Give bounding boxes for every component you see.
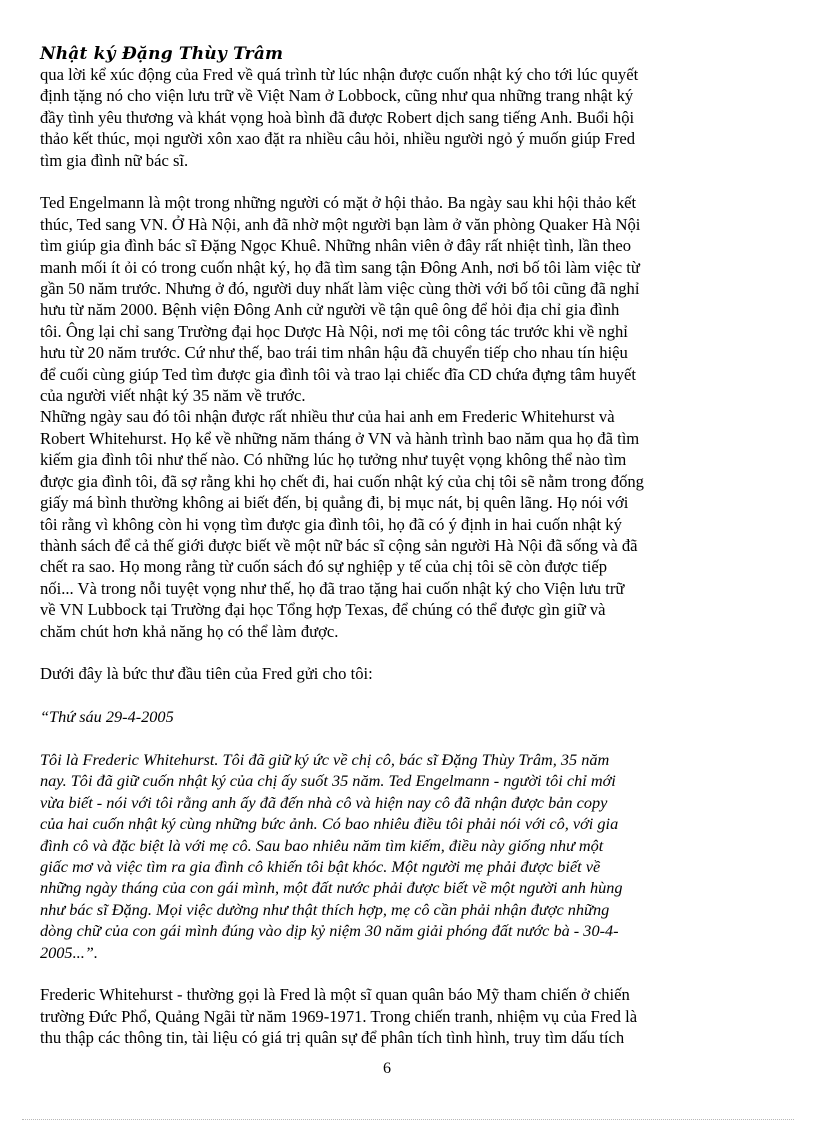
paragraph-whitehurst-letters bbox=[40, 406, 788, 641]
text-line: vừa biết - nói với tôi rằng anh ấy đã đến nhà cô và hiện nay cô đã nhận được bản copy bbox=[40, 792, 608, 812]
text-line: thúc, Ted sang VN. Ở Hà Nội, anh đã nhờ một người bạn làm ở văn phòng Quaker Hà Nội bbox=[40, 214, 641, 234]
text-line: qua lời kể xúc động của Fred về quá trình từ lúc nhận được cuốn nhật ký cho tới lúc quyết bbox=[40, 65, 639, 84]
running-header: Nhật ký Đặng Thùy Trâm bbox=[40, 44, 284, 64]
text-line: giấy má bình thường không ai biết đến, bị quẳng đi, bị mục nát, bị quên lãng. Họ nói với bbox=[40, 493, 629, 513]
text-line: tìm gia đình nữ bác sĩ. bbox=[40, 150, 189, 170]
text-line: tôi rằng vì không còn hi vọng tìm được gia đình tôi, họ đã có ý định in hai cuốn nhật ký bbox=[40, 514, 622, 534]
footer-divider bbox=[22, 1119, 794, 1120]
paragraph-ted-engelmann bbox=[40, 192, 788, 406]
page-body bbox=[40, 64, 788, 1049]
text-line: 2005...”. bbox=[40, 942, 98, 962]
paragraph-fred-story bbox=[40, 64, 788, 171]
text-line: được gia đình tôi, đã sợ rằng khi họ chết đi, hai cuốn nhật ký của chị tôi sẽ nằm trong đống bbox=[40, 471, 644, 491]
text-line: những ngày tháng của con gái mình, một đất nước phải được biết về một người anh hùng bbox=[40, 878, 623, 898]
text-line: hưu từ 20 năm trước. Cứ như thế, bao trái tim nhân hậu đã chuyển tiếp cho nhau tín hiệu bbox=[40, 343, 628, 363]
text-line: trường Đức Phổ, Quảng Ngãi từ năm 1969-1971. Trong chiến tranh, nhiệm vụ của Fred là bbox=[40, 1006, 638, 1026]
text-line: đình cô và đặc biệt là với mẹ cô. Sau bao nhiêu năm tìm kiếm, điều này giống như một bbox=[40, 835, 604, 855]
text-line: Dưới đây là bức thư đầu tiên của Fred gửi cho tôi: bbox=[40, 664, 373, 684]
text-line: gần 50 năm trước. Nhưng ở đó, người duy nhất làm việc cùng thời với bố tôi cũng đã nghỉ bbox=[40, 279, 640, 299]
text-line: về VN Lubbock tại Trường đại học Tổng hợp Texas, để chúng có thể được gìn giữ và bbox=[40, 600, 606, 620]
text-line: nối... Và trong nỗi tuyệt vọng như thế, họ đã trao tặng hai cuốn nhật ký cho Viện lưu trữ bbox=[40, 578, 625, 598]
text-line: Tôi là Frederic Whitehurst. Tôi đã giữ ký ức về chị cô, bác sĩ Đặng Thùy Trâm, 35 năm bbox=[40, 749, 610, 769]
text-line: của người viết nhật ký 35 năm về trước. bbox=[40, 386, 306, 406]
text-line: kiếm gia đình tôi như thế nào. Có những lúc họ tưởng như tuyệt vọng không thể nào tìm bbox=[40, 450, 627, 470]
text-line: thu thập các thông tin, tài liệu có giá trị quân sự để phân tích tình hình, truy tìm dấu tích bbox=[40, 1028, 625, 1048]
text-line: tôi. Ông lại chỉ sang Trường đại học Dược Hà Nội, nơi mẹ tôi công tác trước khi về nghỉ bbox=[40, 321, 628, 341]
text-line: định tặng nó cho viện lưu trữ về Việt Nam ở Lobbock, cũng như qua những trang nhật ký bbox=[40, 86, 634, 106]
text-line: chết ra sao. Họ mong rằng từ cuốn sách đó sự nghiệp y tế của chị tôi sẽ còn được tiếp bbox=[40, 557, 608, 577]
text-line: Ted Engelmann là một trong những người có mặt ở hội thảo. Ba ngày sau khi hội thảo kết bbox=[40, 193, 637, 213]
text-line: như bác sĩ Đặng. Mọi việc dường như thật thích hợp, mẹ cô cần phải nhận được những bbox=[40, 899, 610, 919]
text-line: nay. Tôi đã giữ cuốn nhật ký của chị ấy suốt 35 năm. Ted Engelmann - người tôi chỉ mới bbox=[40, 771, 616, 791]
text-line: Những ngày sau đó tôi nhận được rất nhiều thư của hai anh em Frederic Whitehurst và bbox=[40, 407, 615, 427]
page-number: 6 bbox=[383, 1060, 391, 1077]
text-line: dòng chữ của con gái mình đúng vào dịp kỷ niệm 30 năm giải phóng đất nước bà - 30-4- bbox=[40, 921, 619, 941]
text-line: đầy tình yêu thương và khát vọng hoà bình đã được Robert dịch sang tiếng Anh. Buổi hội bbox=[40, 107, 635, 127]
text-line: Robert Whitehurst. Họ kể về những năm tháng ở VN và hành trình bao năm qua họ đã tìm bbox=[40, 428, 640, 448]
paragraph-fred-biography bbox=[40, 984, 788, 1048]
text-line: Frederic Whitehurst - thường gọi là Fred là một sĩ quan quân báo Mỹ tham chiến ở chiến bbox=[40, 985, 630, 1005]
text-line: giấc mơ và việc tìm ra gia đình cô khiến tôi bật khóc. Một người mẹ phải được biết về bbox=[40, 856, 601, 876]
letter-body bbox=[40, 749, 788, 963]
text-line: thành sách để cả thế giới được biết về một nữ bác sĩ cộng sản người Hà Nội đã sống và đã bbox=[40, 535, 638, 555]
text-line: thảo kết thúc, mọi người xôn xao đặt ra nhiều câu hỏi, nhiều người ngỏ ý muốn giúp Fred bbox=[40, 129, 636, 149]
text-line: “Thứ sáu 29-4-2005 bbox=[40, 707, 174, 727]
letter-date bbox=[40, 706, 788, 727]
text-line: hưu từ năm 2000. Bệnh viện Đông Anh cử người về tận quê ông để hỏi địa chỉ gia đình bbox=[40, 300, 620, 320]
text-line: để cuối cùng giúp Ted tìm được gia đình tôi và trao lại chiếc đĩa CD chứa đựng tâm huyết bbox=[40, 364, 637, 384]
text-line: manh mối ít ỏi có trong cuốn nhật ký, họ đã tìm sang tận Đông Anh, nơi bố tôi làm việc từ bbox=[40, 257, 640, 277]
paragraph-letter-intro bbox=[40, 663, 788, 684]
text-line: tìm giúp gia đình bác sĩ Đặng Ngọc Khuê. Những nhân viên ở đây rất nhiệt tình, lần theo bbox=[40, 236, 632, 256]
text-line: của hai cuốn nhật ký cùng những bức ảnh. Có bao nhiêu điều tôi phải nói với cô, với gia bbox=[40, 814, 619, 834]
text-line: chăm chút hơn khả năng họ có thể làm được. bbox=[40, 621, 339, 641]
